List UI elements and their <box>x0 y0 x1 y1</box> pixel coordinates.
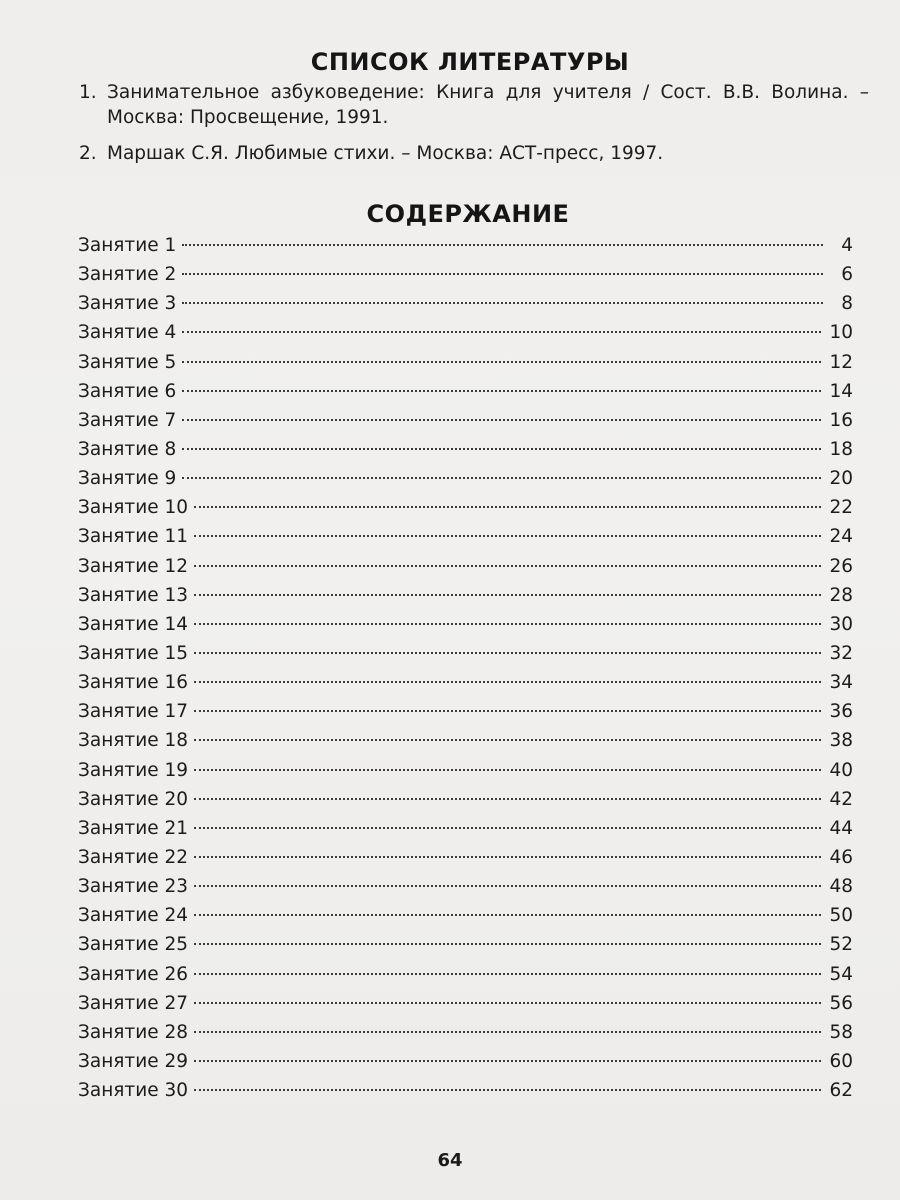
toc-dot-leader <box>194 1060 821 1062</box>
toc-entry-title: Занятие 22 <box>78 846 189 868</box>
bibliography-item-number: 2. <box>79 143 97 164</box>
toc-dot-leader <box>194 914 821 916</box>
toc-entry-title: Занятие 19 <box>78 759 189 781</box>
toc-entry-title: Занятие 30 <box>78 1080 189 1102</box>
toc-entry <box>78 934 853 963</box>
toc-dot-leader <box>182 419 821 421</box>
toc-entry-title: Занятие 17 <box>78 701 189 723</box>
toc-entry <box>78 235 853 264</box>
toc-entry-page: 46 <box>829 846 853 868</box>
toc-entry-page: 12 <box>829 351 853 373</box>
toc-entry-title: Занятие 23 <box>78 876 189 898</box>
toc-entry-page: 24 <box>829 526 853 548</box>
toc-entry <box>78 468 853 497</box>
toc-dot-leader <box>194 1031 821 1033</box>
bibliography-list <box>79 80 869 177</box>
toc-entry <box>78 760 853 789</box>
toc-dot-leader <box>194 739 821 741</box>
toc-entry-title: Занятие 26 <box>78 963 189 985</box>
toc-entry <box>78 585 853 614</box>
toc-entry <box>78 381 853 410</box>
toc-entry-page: 10 <box>829 322 853 344</box>
page-number: 64 <box>437 1150 463 1171</box>
toc-entry-page: 26 <box>829 555 853 577</box>
toc-entry-title: Занятие 16 <box>78 672 189 694</box>
table-of-contents <box>78 235 853 1109</box>
toc-dot-leader <box>182 302 823 304</box>
toc-entry <box>78 497 853 526</box>
toc-entry-page: 48 <box>829 876 853 898</box>
toc-entry <box>78 264 853 293</box>
toc-entry-page: 16 <box>829 409 853 431</box>
toc-entry-page: 4 <box>841 235 853 256</box>
toc-entry <box>78 905 853 934</box>
toc-entry-page: 20 <box>829 468 853 490</box>
toc-dot-leader <box>194 594 821 596</box>
toc-entry <box>78 1080 853 1109</box>
toc-entry-title: Занятие 11 <box>78 526 189 548</box>
toc-entry-title: Занятие 13 <box>78 584 189 606</box>
toc-entry-page: 52 <box>829 934 853 956</box>
toc-entry <box>78 876 853 905</box>
toc-entry-page: 62 <box>829 1080 853 1102</box>
bibliography-item <box>79 141 869 166</box>
toc-entry-page: 40 <box>829 759 853 781</box>
toc-entry-title: Занятие 20 <box>78 788 189 810</box>
toc-dot-leader <box>194 710 821 712</box>
toc-entry <box>78 410 853 439</box>
toc-dot-leader <box>194 681 821 683</box>
toc-entry <box>78 556 853 585</box>
toc-entry-title: Занятие 14 <box>78 613 189 635</box>
toc-entry-page: 34 <box>829 672 853 694</box>
toc-entry <box>78 993 853 1022</box>
toc-dot-leader <box>194 943 821 945</box>
toc-entry <box>78 352 853 381</box>
toc-entry-page: 42 <box>829 788 853 810</box>
toc-entry-page: 54 <box>829 963 853 985</box>
toc-entry-title: Занятие 18 <box>78 730 189 752</box>
toc-entry-title: Занятие 12 <box>78 555 189 577</box>
toc-entry-page: 6 <box>841 264 853 286</box>
toc-entry <box>78 672 853 701</box>
toc-entry <box>78 964 853 993</box>
toc-entry <box>78 643 853 672</box>
toc-dot-leader <box>194 506 821 508</box>
toc-dot-leader <box>194 856 821 858</box>
toc-entry-title: Занятие 7 <box>78 409 177 431</box>
contents-heading: СОДЕРЖАНИЕ <box>366 200 570 228</box>
toc-entry <box>78 293 853 322</box>
toc-entry-title: Занятие 15 <box>78 642 189 664</box>
toc-entry-page: 8 <box>841 293 853 315</box>
toc-entry <box>78 439 853 468</box>
toc-dot-leader <box>182 244 823 246</box>
toc-entry-title: Занятие 29 <box>78 1050 189 1072</box>
toc-dot-leader <box>194 769 821 771</box>
toc-entry-page: 60 <box>829 1050 853 1072</box>
toc-entry-page: 38 <box>829 730 853 752</box>
bibliography-item <box>79 80 869 130</box>
toc-entry <box>78 818 853 847</box>
toc-dot-leader <box>182 477 821 479</box>
bibliography-item-text: Занимательное азбуковедение: Книга для учителя / Сост. В.В. Волина. – Москва: Просвещение, 1991. <box>107 82 869 128</box>
toc-entry <box>78 614 853 643</box>
toc-entry-page: 32 <box>829 642 853 664</box>
toc-dot-leader <box>194 1089 821 1091</box>
toc-entry <box>78 789 853 818</box>
toc-entry-title: Занятие 3 <box>78 293 177 315</box>
toc-dot-leader <box>194 885 821 887</box>
toc-entry <box>78 322 853 351</box>
toc-dot-leader <box>182 448 821 450</box>
toc-entry-page: 36 <box>829 701 853 723</box>
toc-dot-leader <box>182 390 821 392</box>
toc-entry-title: Занятие 5 <box>78 351 177 373</box>
toc-dot-leader <box>194 973 821 975</box>
toc-dot-leader <box>194 652 821 654</box>
toc-entry-title: Занятие 27 <box>78 992 189 1014</box>
bibliography-heading: СПИСОК ЛИТЕРАТУРЫ <box>310 48 630 76</box>
toc-entry-title: Занятие 10 <box>78 497 189 519</box>
toc-entry-page: 44 <box>829 817 853 839</box>
bibliography-item-number: 1. <box>79 82 97 103</box>
toc-entry-title: Занятие 25 <box>78 934 189 956</box>
toc-entry <box>78 701 853 730</box>
toc-dot-leader <box>194 827 821 829</box>
toc-entry-title: Занятие 9 <box>78 468 177 490</box>
toc-dot-leader <box>194 535 821 537</box>
toc-entry-title: Занятие 4 <box>78 322 177 344</box>
toc-entry-title: Занятие 6 <box>78 380 177 402</box>
toc-entry-page: 22 <box>829 497 853 519</box>
toc-dot-leader <box>194 1002 821 1004</box>
toc-entry-title: Занятие 21 <box>78 817 189 839</box>
toc-entry-title: Занятие 2 <box>78 264 177 286</box>
toc-entry-page: 50 <box>829 905 853 927</box>
toc-entry-page: 28 <box>829 584 853 606</box>
toc-dot-leader <box>194 565 821 567</box>
toc-entry-title: Занятие 28 <box>78 1021 189 1043</box>
toc-entry <box>78 1022 853 1051</box>
toc-dot-leader <box>182 331 821 333</box>
bibliography-item-text: Маршак С.Я. Любимые стихи. – Москва: АСТ-пресс, 1997. <box>107 143 664 164</box>
toc-entry-title: Занятие 1 <box>78 235 177 256</box>
toc-entry <box>78 730 853 759</box>
toc-dot-leader <box>182 273 823 275</box>
toc-entry-title: Занятие 24 <box>78 905 189 927</box>
toc-entry-page: 30 <box>829 613 853 635</box>
toc-entry-page: 14 <box>829 380 853 402</box>
toc-entry <box>78 847 853 876</box>
toc-dot-leader <box>194 623 821 625</box>
toc-dot-leader <box>194 798 821 800</box>
toc-entry <box>78 526 853 555</box>
toc-entry-page: 56 <box>829 992 853 1014</box>
toc-dot-leader <box>182 361 821 363</box>
toc-entry-page: 58 <box>829 1021 853 1043</box>
toc-entry-page: 18 <box>829 438 853 460</box>
toc-entry <box>78 1051 853 1080</box>
toc-entry-title: Занятие 8 <box>78 438 177 460</box>
